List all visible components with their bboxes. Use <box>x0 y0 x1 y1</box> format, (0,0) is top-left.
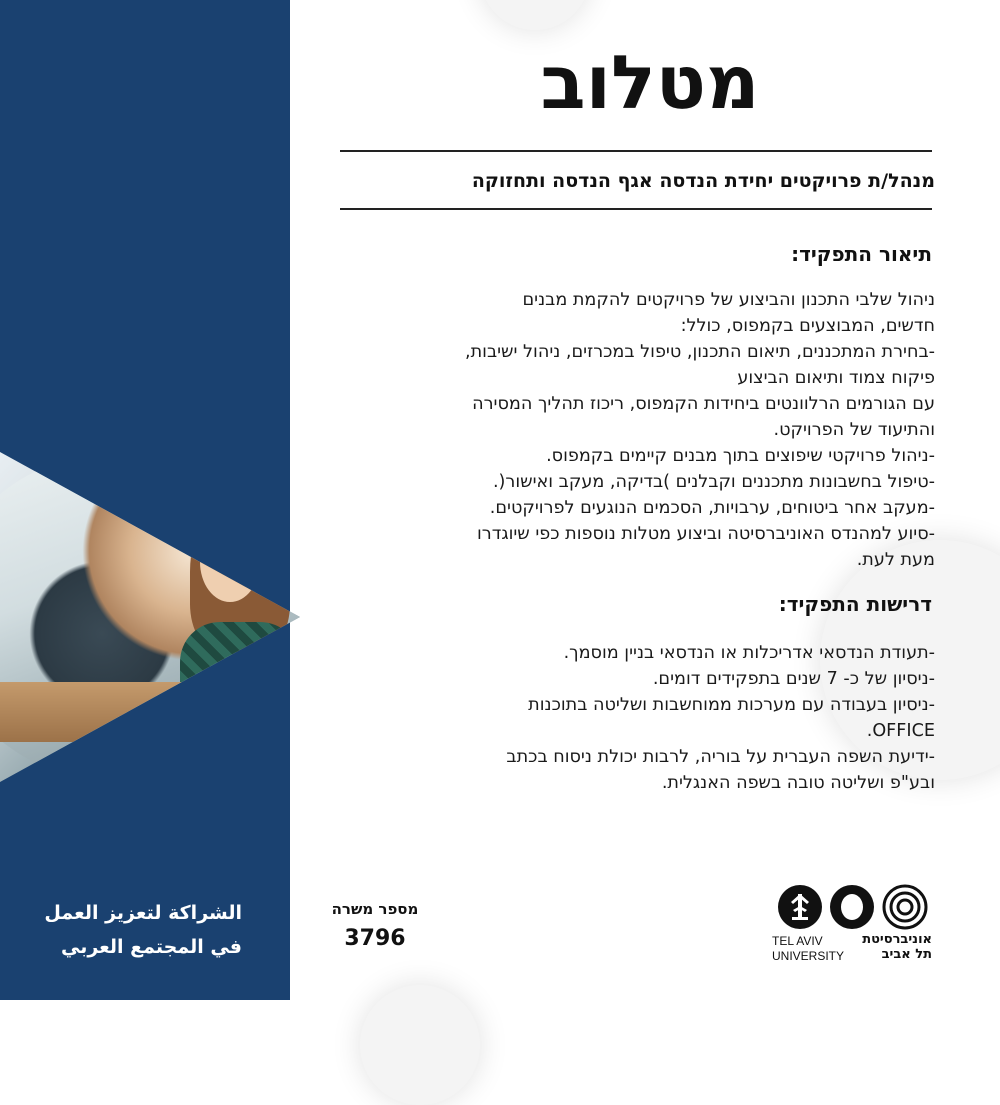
tau-logo-he-line1: אוניברסיטת <box>862 932 932 947</box>
requirements-line: -תעודת הנדסאי אדריכלות או הנדסאי בניין מוסמך. <box>563 643 935 663</box>
decorative-bubble-bottom <box>360 985 480 1105</box>
tau-logo-emblem-icon <box>778 882 930 932</box>
description-text <box>325 287 935 573</box>
tau-logo-english <box>772 934 862 964</box>
divider-bottom <box>340 208 932 210</box>
job-number-value: 3796 <box>344 926 406 951</box>
requirements-text <box>325 640 935 796</box>
description-line: עם הגורמים הרלוונטים ביחידות הקמפוס, ריכוז תהליך המסירה <box>472 394 935 414</box>
description-line: מעת לעת. <box>856 550 935 570</box>
tau-logo-hebrew <box>860 932 932 962</box>
description-line: -טיפול בחשבונות מתכננים וקבלנים )בדיקה, מעקב ואישור(. <box>492 472 935 492</box>
tau-logo-he-line2: תל אביב <box>881 947 932 962</box>
description-line: -מעקב אחר ביטוחים, ערבויות, הסכמים הנוגעים לפרויקטים. <box>489 498 935 518</box>
divider-top <box>340 150 932 152</box>
tau-logo-en-line1: TEL AVIV <box>772 934 823 948</box>
partnership-line-1: الشراكة لتعزيز العمل <box>44 902 242 924</box>
requirements-line: -ניסיון של כ- 7 שנים בתפקידים דומים. <box>652 669 935 689</box>
description-line: -ניהול פרויקטי שיפוצים בתוך מבנים קיימים בקמפוס. <box>546 446 935 466</box>
partnership-text <box>20 896 242 964</box>
description-line: פיקוח צמוד ותיאום הביצוע <box>737 368 935 388</box>
position-title: מנהל/ת פרויקטים יחידת הנדסה אגף הנדסה ותחזוקה <box>471 170 935 192</box>
description-heading: תיאור התפקיד: <box>791 242 932 266</box>
partnership-line-2: في المجتمع العربي <box>61 936 242 958</box>
requirements-heading: דרישות התפקיד: <box>778 592 932 616</box>
requirements-line: -ידיעת השפה העברית על בוריה, לרבות יכולת ניסוח בכתב <box>506 747 935 767</box>
job-number-label: מספר משרה <box>331 900 419 918</box>
requirements-line: ובע"פ ושליטה טובה בשפה האנגלית. <box>661 773 935 793</box>
page-title: מטלוב <box>540 40 760 126</box>
description-line: -סיוע למהנדס האוניברסיטה וביצוע מטלות נוספות כפי שיוגדרו <box>476 524 935 544</box>
description-line: והתיעוד של הפרויקט. <box>773 420 935 440</box>
tau-logo-en-line2: UNIVERSITY <box>772 949 845 963</box>
requirements-line: OFFICE. <box>866 721 935 741</box>
description-line: -בחירת המתכננים, תיאום התכנון, טיפול במכרזים, ניהול ישיבות, <box>465 342 935 362</box>
description-line: ניהול שלבי התכנון והביצוע של פרויקטים להקמת מבנים <box>522 290 935 310</box>
requirements-line: -ניסיון בעבודה עם מערכות ממוחשבות ושליטה בתוכנות <box>528 695 935 715</box>
description-line: חדשים, המבוצעים בקמפוס, כולל: <box>680 316 935 336</box>
decorative-bubble-top <box>480 0 590 30</box>
